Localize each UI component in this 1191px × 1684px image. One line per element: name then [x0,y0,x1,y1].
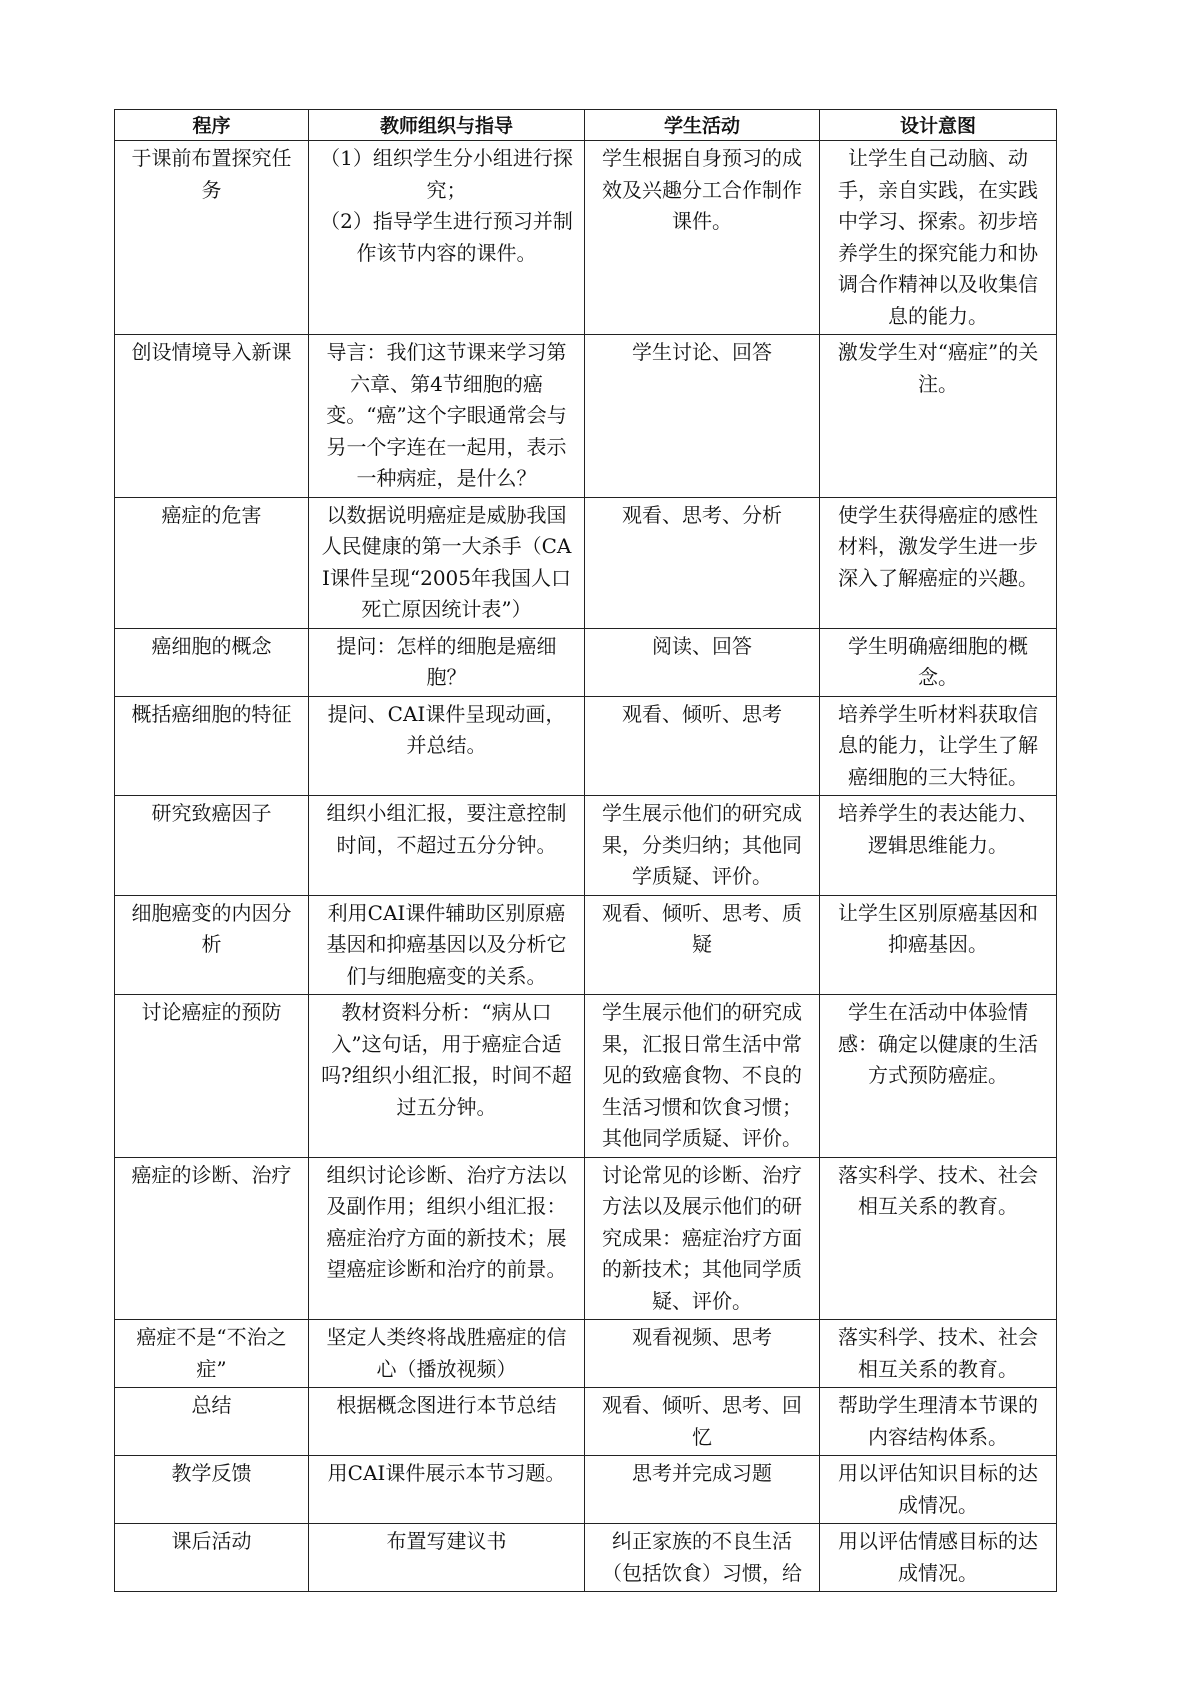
cell-procedure: 癌症的诊断、治疗 [115,1157,309,1320]
cell-teacher [309,497,585,628]
cell-teacher [309,1320,585,1388]
table-row [115,1456,1057,1524]
cell-student: 观看、倾听、思考、质疑 [585,895,820,995]
header-student-activity: 学生活动 [585,110,820,141]
cell-intent: 落实科学、技术、社会相互关系的教育。 [820,1320,1057,1388]
teacher-paragraph: （1）组织学生分小组进行探究； [320,146,573,202]
cell-procedure: 癌症不是“不治之症” [115,1320,309,1388]
teacher-paragraph: 提问：怎样的细胞是癌细胞？ [336,633,557,689]
cell-student: 观看、倾听、思考、回忆 [585,1388,820,1456]
table-row [115,1388,1057,1456]
cell-procedure: 于课前布置探究任务 [115,141,309,335]
cell-teacher [309,1456,585,1524]
cell-intent: 使学生获得癌症的感性材料，激发学生进一步深入了解癌症的兴趣。 [820,497,1057,628]
table-row [115,696,1057,796]
cell-procedure: 讨论癌症的预防 [115,995,309,1158]
cell-procedure: 教学反馈 [115,1456,309,1524]
cell-student: 观看视频、思考 [585,1320,820,1388]
cell-teacher [309,895,585,995]
cell-teacher [309,696,585,796]
teacher-paragraph: 组织讨论诊断、治疗方法以及副作用；组织小组汇报：癌症治疗方面的新技术；展望癌症诊断和治疗的前景。 [326,1162,567,1281]
cell-procedure: 概括癌细胞的特征 [115,696,309,796]
cell-student: 观看、倾听、思考 [585,696,820,796]
teacher-paragraph: 导言：我们这节课来学习第六章、第4节细胞的癌变。“癌”这个字眼通常会与另一个字连在一起用，表示一种病症，是什么？ [326,340,567,490]
cell-intent: 让学生区别原癌基因和抑癌基因。 [820,895,1057,995]
cell-teacher [309,628,585,696]
cell-intent: 学生在活动中体验情感：确定以健康的生活方式预防癌症。 [820,995,1057,1158]
table-header-row [115,110,1057,141]
cell-teacher [309,141,585,335]
cell-student: 纠正家族的不良生活（包括饮食）习惯，给 [585,1524,820,1592]
table-row [115,335,1057,498]
cell-procedure: 癌细胞的概念 [115,628,309,696]
cell-procedure: 总结 [115,1388,309,1456]
teacher-paragraph: 坚定人类终将战胜癌症的信心（播放视频） [326,1325,567,1381]
cell-intent: 培养学生听材料获取信息的能力，让学生了解癌细胞的三大特征。 [820,696,1057,796]
cell-intent: 落实科学、技术、社会相互关系的教育。 [820,1157,1057,1320]
cell-student: 学生展示他们的研究成果，分类归纳；其他同学质疑、评价。 [585,796,820,896]
header-teacher-guidance: 教师组织与指导 [309,110,585,141]
cell-intent: 让学生自己动脑、动手，亲自实践，在实践中学习、探索。初步培养学生的探究能力和协调合作精神以及收集信息的能力。 [820,141,1057,335]
cell-intent: 学生明确癌细胞的概念。 [820,628,1057,696]
table-row [115,995,1057,1158]
teacher-paragraph: 提问、CAI课件呈现动画，并总结。 [327,701,566,757]
table-row [115,895,1057,995]
cell-teacher [309,1388,585,1456]
cell-procedure: 创设情境导入新课 [115,335,309,498]
table-row [115,1524,1057,1592]
teacher-paragraph: 利用CAI课件辅助区别原癌基因和抑癌基因以及分析它们与细胞癌变的关系。 [326,900,567,988]
teacher-paragraph: 以数据说明癌症是威胁我国人民健康的第一大杀手（CAI课件呈现“2005年我国人口死亡原因统计表”） [321,502,572,621]
cell-teacher [309,1157,585,1320]
table-row [115,628,1057,696]
cell-intent: 激发学生对“癌症”的关注。 [820,335,1057,498]
table-row [115,141,1057,335]
cell-student: 讨论常见的诊断、治疗方法以及展示他们的研究成果：癌症治疗方面的新技术；其他同学质疑、评价。 [585,1157,820,1320]
cell-procedure: 癌症的危害 [115,497,309,628]
cell-teacher [309,995,585,1158]
cell-student: 观看、思考、分析 [585,497,820,628]
cell-procedure: 课后活动 [115,1524,309,1592]
teacher-paragraph: 布置写建议书 [386,1529,507,1553]
cell-intent: 用以评估知识目标的达成情况。 [820,1456,1057,1524]
cell-student: 学生根据自身预习的成效及兴趣分工合作制作课件。 [585,141,820,335]
table-body [115,141,1057,1592]
header-design-intent: 设计意图 [820,110,1057,141]
teacher-paragraph: 教材资料分析：“病从口入”这句话，用于癌症合适吗?组织小组汇报，时间不超过五分钟。 [321,1000,572,1119]
lesson-plan-table [114,109,1057,1592]
table-row [115,497,1057,628]
cell-teacher [309,335,585,498]
cell-intent: 用以评估情感目标的达成情况。 [820,1524,1057,1592]
header-procedure: 程序 [115,110,309,141]
cell-student: 学生讨论、回答 [585,335,820,498]
cell-procedure: 细胞癌变的内因分析 [115,895,309,995]
teacher-paragraph: 用CAI课件展示本节习题。 [327,1461,566,1485]
cell-intent: 培养学生的表达能力、逻辑思维能力。 [820,796,1057,896]
table-row [115,796,1057,896]
cell-procedure: 研究致癌因子 [115,796,309,896]
table-row [115,1320,1057,1388]
table-row [115,1157,1057,1320]
teacher-paragraph: 根据概念图进行本节总结 [336,1393,557,1417]
cell-teacher [309,796,585,896]
cell-teacher [309,1524,585,1592]
teacher-paragraph: 组织小组汇报，要注意控制时间，不超过五分分钟。 [326,801,567,857]
cell-student: 阅读、回答 [585,628,820,696]
cell-student: 学生展示他们的研究成果，汇报日常生活中常见的致癌食物、不良的生活习惯和饮食习惯；其他同学质疑、评价。 [585,995,820,1158]
teacher-paragraph: （2）指导学生进行预习并制作该节内容的课件。 [320,209,573,265]
cell-student: 思考并完成习题 [585,1456,820,1524]
cell-intent: 帮助学生理清本节课的内容结构体系。 [820,1388,1057,1456]
